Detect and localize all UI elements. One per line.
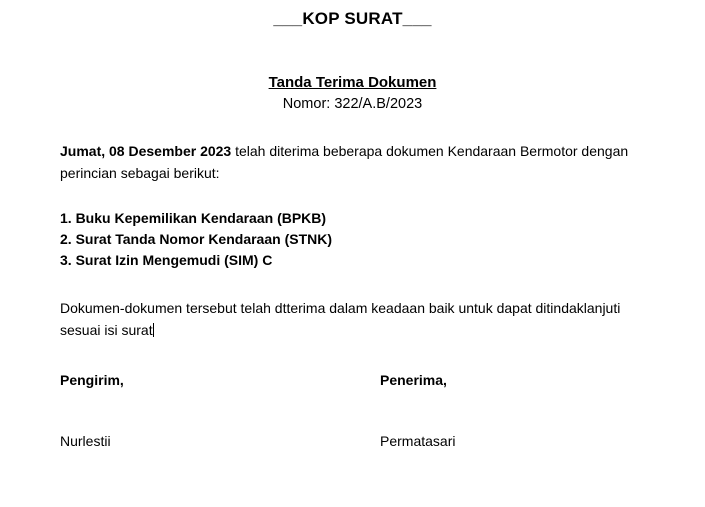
sender-name: Nurlestii xyxy=(60,432,111,449)
title-block xyxy=(60,74,645,112)
receiver-label: Penerima, xyxy=(380,371,447,388)
signature-labels-row xyxy=(60,372,645,388)
document-number: Nomor: 322/A.B/2023 xyxy=(282,96,423,112)
closing-text: Dokumen-dokumen tersebut telah dtterima dalam keadaan baik untuk dapat ditindaklanjuti sesuai isi surat xyxy=(60,300,621,339)
document-list xyxy=(60,208,645,271)
receiver-name: Permatasari xyxy=(380,432,456,449)
document-body xyxy=(0,74,705,449)
document-title: Tanda Terima Dokumen xyxy=(268,74,437,91)
intro-text: telah diterima beberapa dokumen Kendaraan Bermotor dengan perincian sebagai berikut: xyxy=(60,143,629,181)
sender-label: Pengirim, xyxy=(60,371,124,388)
list-item: 1. Buku Kepemilikan Kendaraan (BPKB) xyxy=(60,210,327,227)
document-page xyxy=(0,9,705,507)
intro-date: Jumat, 08 Desember 2023 xyxy=(60,143,232,159)
list-item: 3. Surat Izin Mengemudi (SIM) C xyxy=(60,252,273,269)
intro-paragraph xyxy=(60,141,645,184)
signature-names-row xyxy=(60,433,645,449)
letterhead: ___KOP SURAT___ xyxy=(273,9,432,28)
title-line xyxy=(60,74,645,92)
text-cursor xyxy=(153,323,154,337)
closing-paragraph xyxy=(60,298,645,341)
list-item: 2. Surat Tanda Nomor Kendaraan (STNK) xyxy=(60,231,333,248)
